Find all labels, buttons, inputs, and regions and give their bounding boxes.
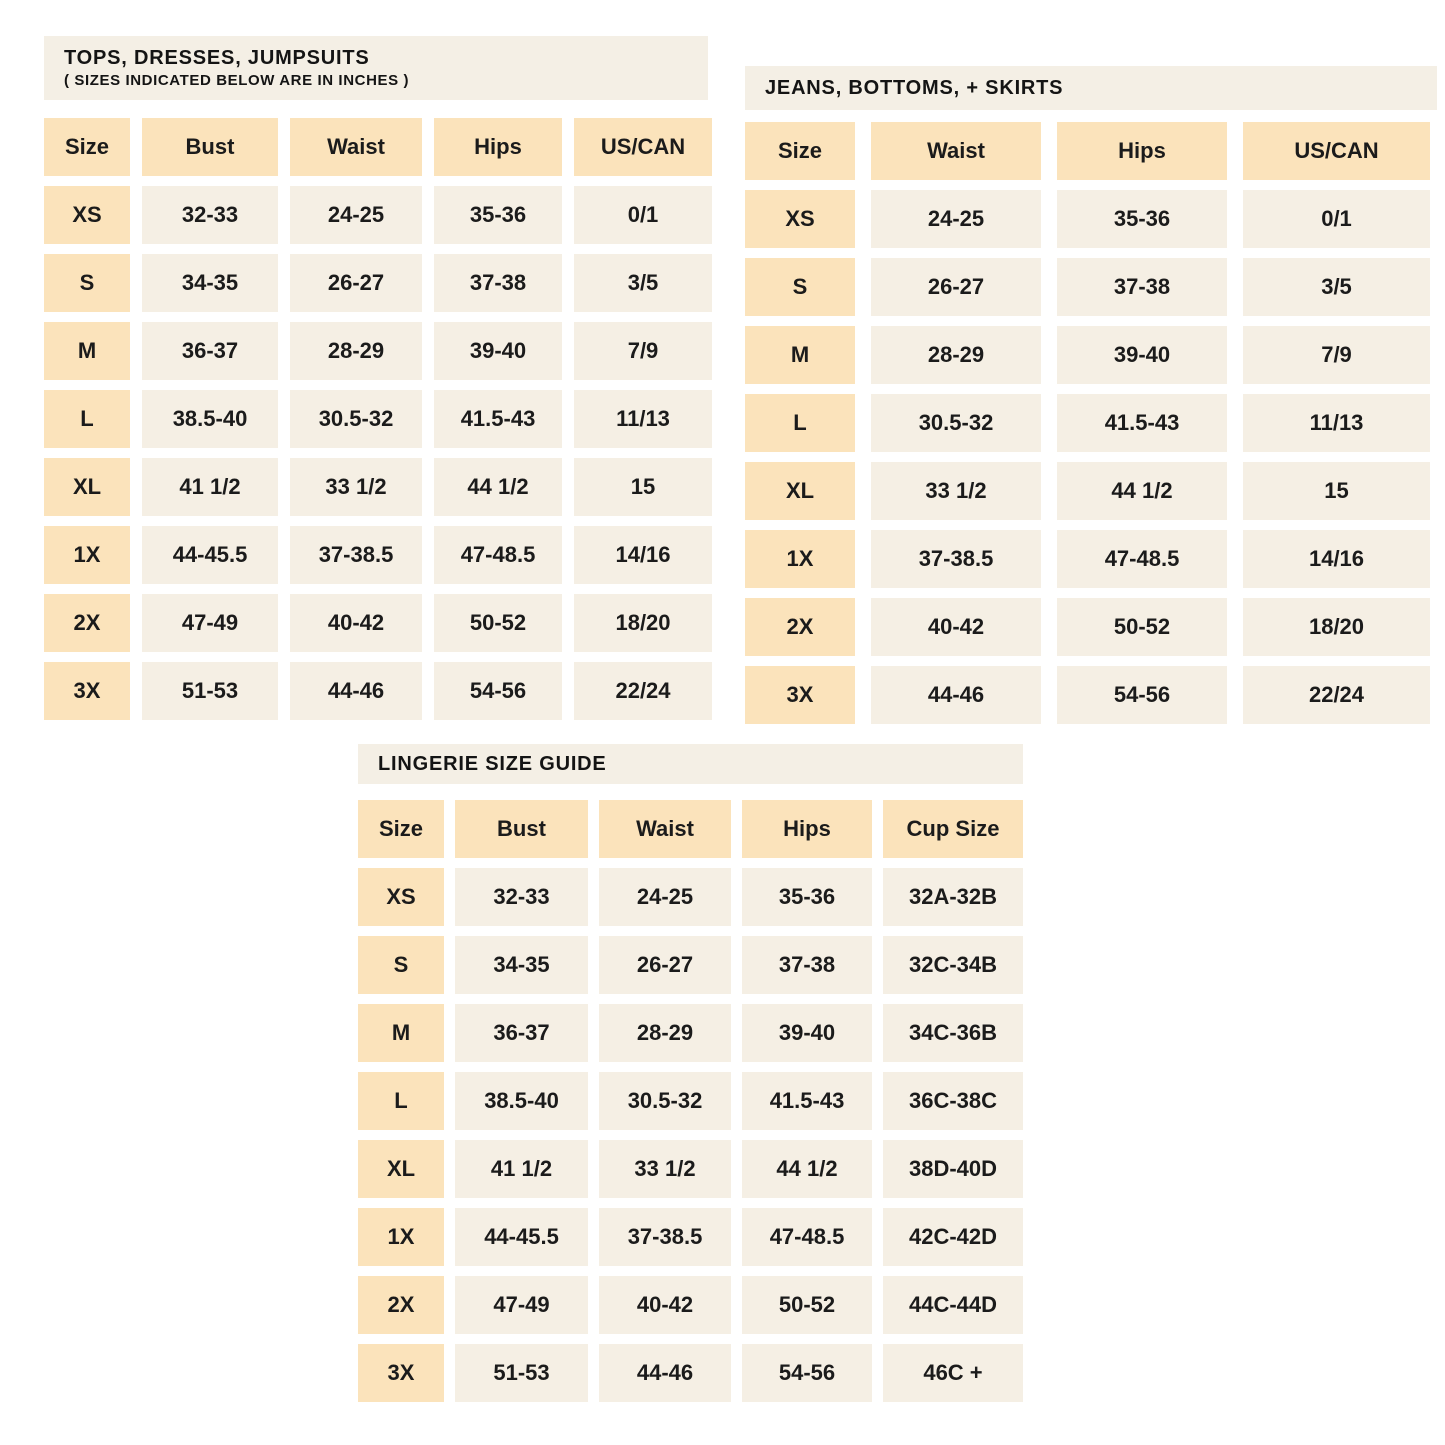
table-row [745,394,1437,452]
table-row [44,526,712,584]
value-cell: 35-36 [1057,190,1227,248]
value-cell: 54-56 [434,662,562,720]
table-row [745,258,1437,316]
table-row [358,1344,1023,1402]
value-cell: 54-56 [1057,666,1227,724]
table-row [44,390,712,448]
value-cell: 32-33 [455,868,588,926]
value-cell: 14/16 [1243,530,1430,588]
value-cell: 51-53 [142,662,278,720]
column-header-waist: Waist [871,122,1041,180]
size-label-cell: XS [745,190,855,248]
table-row [44,322,712,380]
value-cell: 15 [574,458,712,516]
lingerie-table-title-banner [358,744,1023,784]
value-cell: 38.5-40 [455,1072,588,1130]
value-cell: 24-25 [290,186,422,244]
value-cell: 35-36 [434,186,562,244]
column-header-bust: Bust [455,800,588,858]
jeans-table-title-banner [745,66,1437,110]
value-cell: 51-53 [455,1344,588,1402]
value-cell: 46C + [883,1344,1023,1402]
value-cell: 37-38.5 [599,1208,731,1266]
value-cell: 37-38.5 [871,530,1041,588]
size-label-cell: XL [358,1140,444,1198]
value-cell: 26-27 [599,936,731,994]
value-cell: 14/16 [574,526,712,584]
value-cell: 50-52 [1057,598,1227,656]
value-cell: 41 1/2 [142,458,278,516]
value-cell: 28-29 [290,322,422,380]
value-cell: 54-56 [742,1344,872,1402]
value-cell: 0/1 [1243,190,1430,248]
value-cell: 3/5 [1243,258,1430,316]
value-cell: 37-38.5 [290,526,422,584]
tops-table-subtitle: ( SIZES INDICATED BELOW ARE IN INCHES ) [64,71,410,89]
value-cell: 33 1/2 [871,462,1041,520]
value-cell: 18/20 [574,594,712,652]
column-header-us-can: US/CAN [1243,122,1430,180]
size-label-cell: L [44,390,130,448]
value-cell: 37-38 [1057,258,1227,316]
size-label-cell: XS [358,868,444,926]
lingerie-table-title: LINGERIE SIZE GUIDE [378,753,607,775]
value-cell: 44 1/2 [742,1140,872,1198]
value-cell: 41.5-43 [742,1072,872,1130]
table-row [745,598,1437,656]
size-label-cell: 2X [358,1276,444,1334]
size-label-cell: 1X [745,530,855,588]
value-cell: 40-42 [599,1276,731,1334]
value-cell: 26-27 [871,258,1041,316]
column-header-hips: Hips [434,118,562,176]
value-cell: 32-33 [142,186,278,244]
value-cell: 40-42 [871,598,1041,656]
column-header-cup-size: Cup Size [883,800,1023,858]
table-row [745,462,1437,520]
header-row [358,800,1023,858]
value-cell: 37-38 [434,254,562,312]
value-cell: 33 1/2 [599,1140,731,1198]
value-cell: 40-42 [290,594,422,652]
value-cell: 34-35 [142,254,278,312]
table-row [44,254,712,312]
jeans-table-title: JEANS, BOTTOMS, + SKIRTS [765,77,1064,99]
value-cell: 36-37 [455,1004,588,1062]
value-cell: 28-29 [599,1004,731,1062]
table-row [358,1140,1023,1198]
column-header-size: Size [745,122,855,180]
value-cell: 30.5-32 [290,390,422,448]
size-label-cell: 1X [44,526,130,584]
column-header-waist: Waist [599,800,731,858]
tops-table-rows [44,118,712,720]
header-row [44,118,712,176]
table-row [358,1276,1023,1334]
table-row [44,186,712,244]
value-cell: 30.5-32 [599,1072,731,1130]
size-label-cell: M [44,322,130,380]
table-row [358,936,1023,994]
size-label-cell: M [745,326,855,384]
value-cell: 42C-42D [883,1208,1023,1266]
value-cell: 18/20 [1243,598,1430,656]
table-row [745,666,1437,724]
size-label-cell: 2X [44,594,130,652]
value-cell: 15 [1243,462,1430,520]
size-label-cell: S [358,936,444,994]
table-row [358,868,1023,926]
value-cell: 44C-44D [883,1276,1023,1334]
lingerie-table-rows [358,800,1023,1402]
value-cell: 47-48.5 [1057,530,1227,588]
size-label-cell: 3X [745,666,855,724]
value-cell: 39-40 [742,1004,872,1062]
value-cell: 3/5 [574,254,712,312]
size-label-cell: 3X [358,1344,444,1402]
value-cell: 41 1/2 [455,1140,588,1198]
column-header-hips: Hips [1057,122,1227,180]
size-label-cell: L [358,1072,444,1130]
value-cell: 28-29 [871,326,1041,384]
table-row [745,530,1437,588]
value-cell: 47-48.5 [434,526,562,584]
jeans-bottoms-skirts-table [745,66,1437,724]
size-label-cell: L [745,394,855,452]
value-cell: 0/1 [574,186,712,244]
value-cell: 38D-40D [883,1140,1023,1198]
table-row [358,1072,1023,1130]
jeans-table-rows [745,122,1437,724]
value-cell: 44 1/2 [434,458,562,516]
tops-table-title-banner [44,36,708,100]
value-cell: 41.5-43 [1057,394,1227,452]
size-label-cell: S [44,254,130,312]
value-cell: 39-40 [434,322,562,380]
value-cell: 7/9 [1243,326,1430,384]
size-label-cell: 2X [745,598,855,656]
value-cell: 11/13 [574,390,712,448]
table-row [44,594,712,652]
size-label-cell: 1X [358,1208,444,1266]
value-cell: 24-25 [871,190,1041,248]
value-cell: 44-46 [871,666,1041,724]
value-cell: 44-46 [290,662,422,720]
value-cell: 33 1/2 [290,458,422,516]
column-header-bust: Bust [142,118,278,176]
value-cell: 24-25 [599,868,731,926]
value-cell: 47-49 [455,1276,588,1334]
table-row [358,1208,1023,1266]
value-cell: 22/24 [1243,666,1430,724]
table-row [358,1004,1023,1062]
value-cell: 50-52 [434,594,562,652]
tops-dresses-jumpsuits-table [44,36,712,720]
size-label-cell: M [358,1004,444,1062]
value-cell: 44-45.5 [455,1208,588,1266]
size-label-cell: XL [44,458,130,516]
value-cell: 41.5-43 [434,390,562,448]
size-label-cell: XL [745,462,855,520]
value-cell: 44 1/2 [1057,462,1227,520]
column-header-us-can: US/CAN [574,118,712,176]
value-cell: 47-49 [142,594,278,652]
lingerie-size-guide-table [358,744,1023,1402]
value-cell: 39-40 [1057,326,1227,384]
value-cell: 34C-36B [883,1004,1023,1062]
column-header-size: Size [44,118,130,176]
size-label-cell: XS [44,186,130,244]
value-cell: 37-38 [742,936,872,994]
size-label-cell: S [745,258,855,316]
value-cell: 35-36 [742,868,872,926]
column-header-size: Size [358,800,444,858]
value-cell: 50-52 [742,1276,872,1334]
table-row [745,190,1437,248]
value-cell: 38.5-40 [142,390,278,448]
value-cell: 26-27 [290,254,422,312]
value-cell: 36C-38C [883,1072,1023,1130]
table-row [44,458,712,516]
value-cell: 7/9 [574,322,712,380]
value-cell: 30.5-32 [871,394,1041,452]
table-row [745,326,1437,384]
table-row [44,662,712,720]
size-label-cell: 3X [44,662,130,720]
value-cell: 47-48.5 [742,1208,872,1266]
column-header-waist: Waist [290,118,422,176]
value-cell: 32A-32B [883,868,1023,926]
value-cell: 32C-34B [883,936,1023,994]
value-cell: 44-46 [599,1344,731,1402]
value-cell: 44-45.5 [142,526,278,584]
value-cell: 36-37 [142,322,278,380]
value-cell: 22/24 [574,662,712,720]
value-cell: 34-35 [455,936,588,994]
value-cell: 11/13 [1243,394,1430,452]
column-header-hips: Hips [742,800,872,858]
tops-table-title: TOPS, DRESSES, JUMPSUITS [64,46,370,69]
header-row [745,122,1437,180]
